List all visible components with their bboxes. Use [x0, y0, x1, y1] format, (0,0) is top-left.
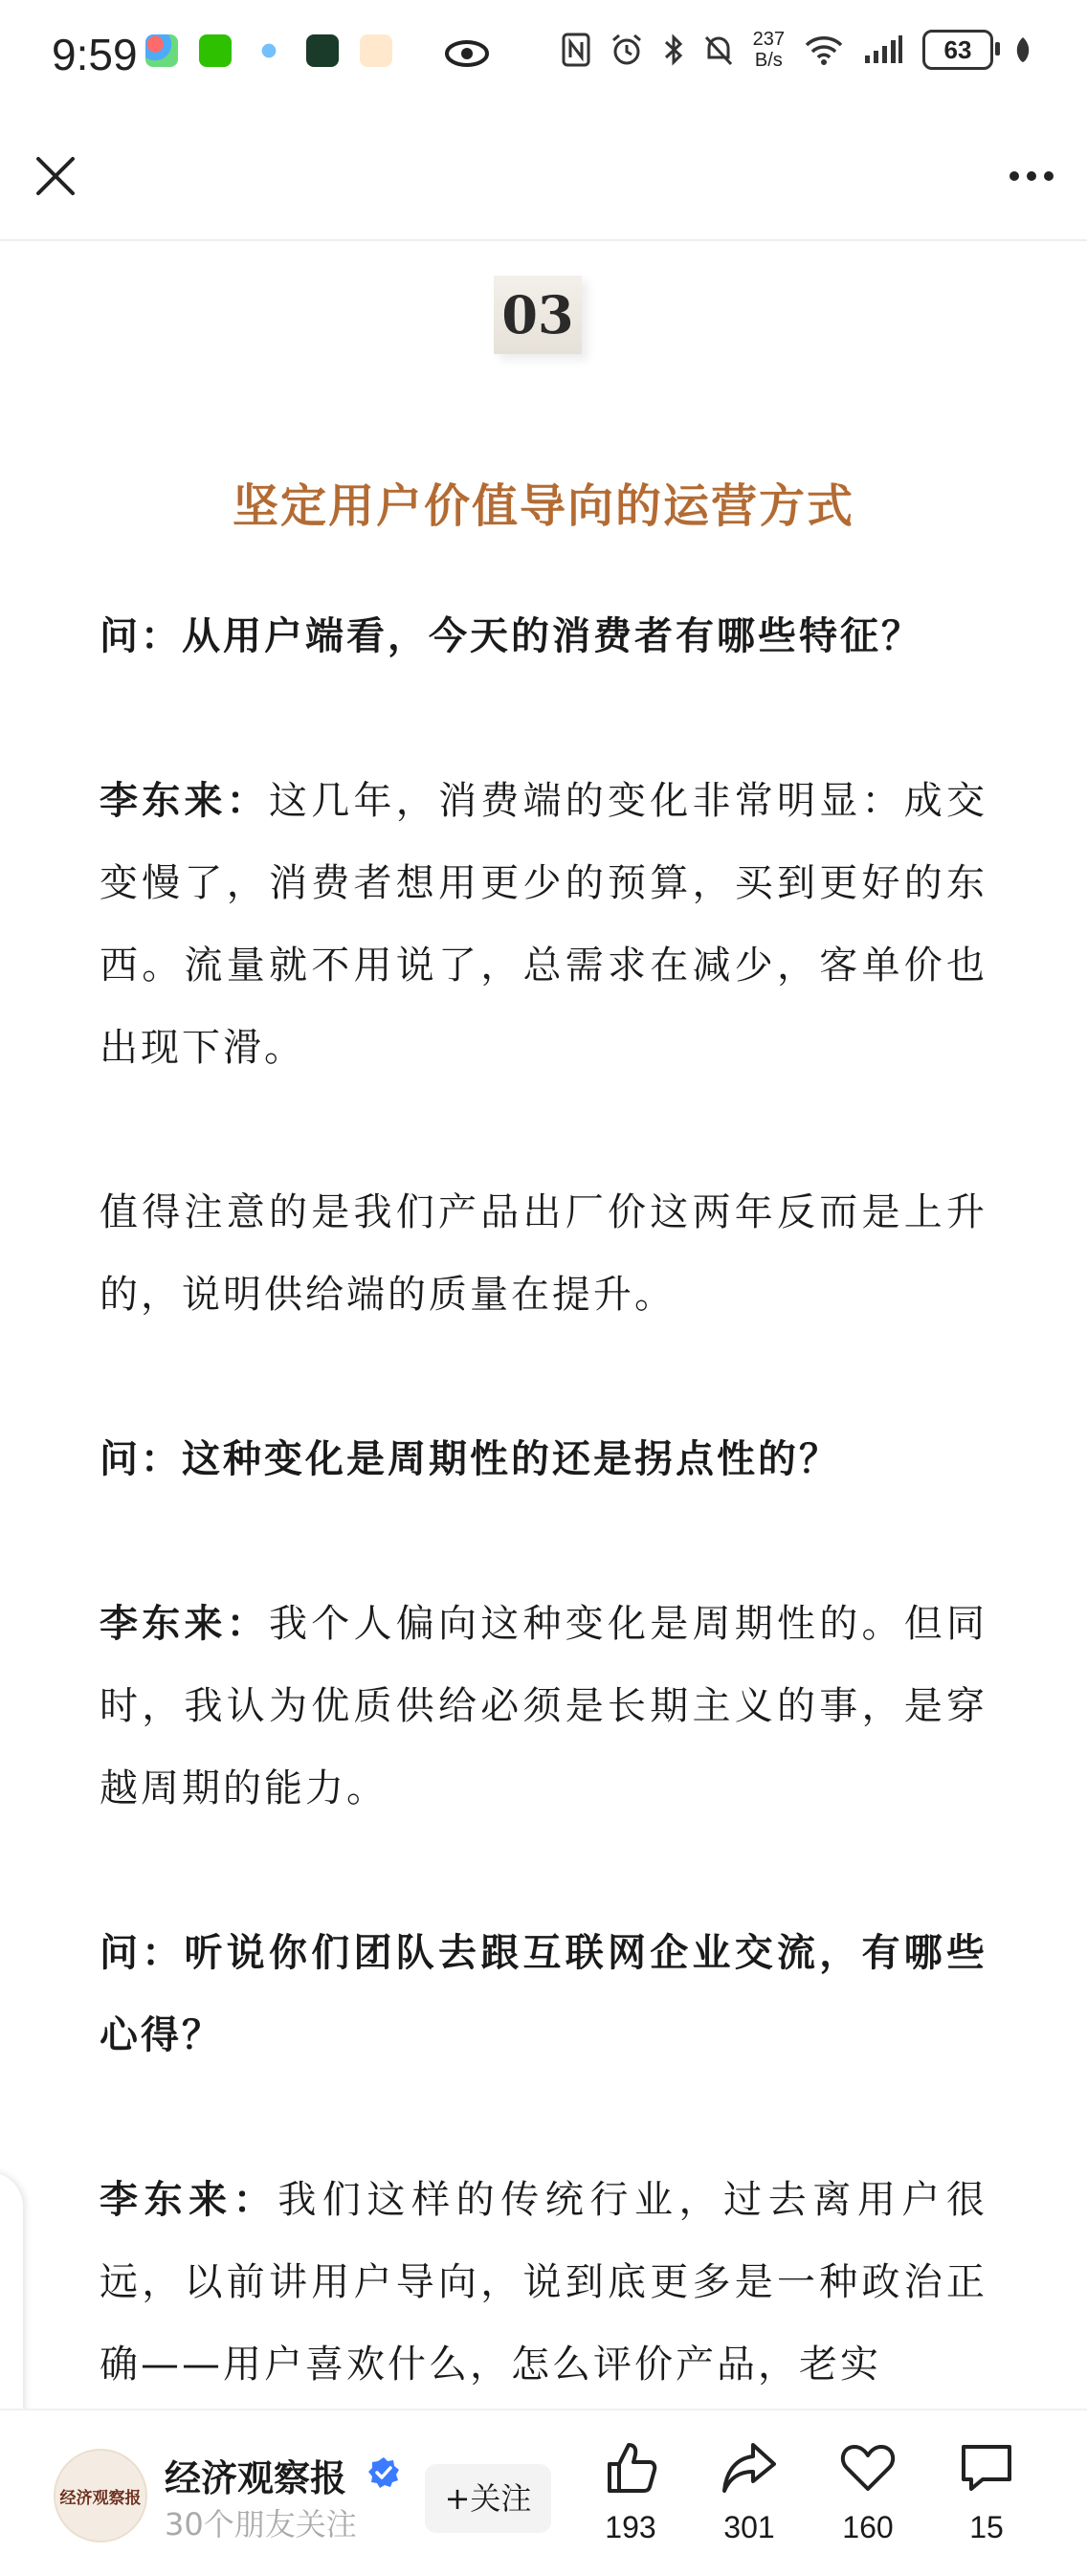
speaker-label: 李东来：	[100, 1602, 269, 1646]
avatar-logo-text: 经济观察报	[59, 2488, 142, 2508]
app-notification-icon	[253, 34, 285, 67]
alarm-icon	[610, 33, 644, 67]
eye-icon	[444, 38, 490, 69]
paragraph-text: 问：从用户端看，今天的消费者有哪些特征？	[100, 614, 922, 658]
friends-following-count: 30个朋友关注	[165, 2506, 357, 2543]
close-button[interactable]	[27, 147, 84, 205]
leaf-icon	[1012, 35, 1033, 64]
speaker-label: 李东来：	[100, 779, 269, 823]
close-icon	[27, 147, 84, 205]
like-button[interactable]	[578, 2439, 683, 2545]
share-button[interactable]	[697, 2439, 802, 2545]
answer-paragraph	[100, 760, 987, 1089]
heart-icon	[839, 2439, 897, 2497]
favorite-count: 160	[842, 2510, 894, 2544]
paragraph-text: 问：听说你们团队去跟互联网企业交流，有哪些心得？	[100, 1931, 987, 2057]
answer-paragraph	[100, 1583, 987, 1830]
bottom-action-bar	[0, 2409, 1087, 2576]
like-count: 193	[605, 2510, 656, 2544]
question-paragraph	[100, 1912, 987, 2076]
nfc-icon	[562, 33, 590, 67]
more-options-button[interactable]	[1003, 147, 1060, 205]
comment-bubble-icon	[958, 2439, 1015, 2497]
answer-paragraph	[100, 2159, 987, 2406]
follow-button[interactable]: +关注	[425, 2464, 551, 2533]
net-speed	[753, 29, 785, 71]
share-count: 301	[723, 2510, 775, 2544]
favorite-button[interactable]	[815, 2439, 921, 2545]
paragraph-text: 这几年，消费端的变化非常明显：成交变慢了，消费者想用更少的预算，买到更好的东西。流量就不用说了，总需求在减少，客单价也出现下滑。	[100, 779, 987, 1070]
more-dots-icon	[1003, 147, 1060, 205]
bluetooth-icon	[663, 33, 684, 67]
app-notification-icon	[360, 34, 392, 67]
wechat-icon	[199, 34, 232, 67]
paragraph-text: 值得注意的是我们产品出厂价这两年反而是上升的，说明供给端的质量在提升。	[100, 1190, 987, 1317]
mute-bell-icon	[703, 33, 734, 67]
app-notification-icon	[145, 34, 178, 67]
system-icons	[562, 29, 1033, 71]
thumbs-up-icon	[602, 2439, 659, 2497]
publisher-name[interactable]: 经济观察报	[165, 2457, 347, 2499]
paragraph-text: 我个人偏向这种变化是周期性的。但同时，我认为优质供给必须是长期主义的事，是穿越周期的能力。	[100, 1602, 987, 1810]
signal-icon	[863, 34, 903, 65]
comment-button[interactable]	[934, 2439, 1039, 2545]
app-notification-icon	[306, 34, 339, 67]
status-time: 9:59	[52, 30, 138, 79]
publisher-avatar[interactable]	[54, 2449, 147, 2543]
paragraph-text: 我们这样的传统行业，过去离用户很远，以前讲用户导向，说到底更多是一种政治正确——用户喜欢什么，怎么评价产品，老实	[100, 2178, 988, 2387]
speaker-label: 李东来：	[100, 2178, 278, 2222]
status-bar	[0, 0, 1087, 113]
notification-icons	[145, 34, 392, 67]
article-body	[0, 241, 1087, 2409]
question-paragraph	[100, 595, 987, 677]
battery-level: 63	[922, 30, 993, 70]
section-title: 坚定用户价值导向的运营方式	[232, 479, 854, 533]
question-paragraph	[100, 1418, 987, 1500]
section-number: 03	[494, 276, 582, 354]
wifi-icon	[804, 33, 844, 66]
paragraph-list	[100, 595, 987, 2409]
answer-paragraph	[100, 1171, 987, 1336]
net-speed-value: 237	[752, 29, 785, 50]
top-nav	[0, 113, 1087, 241]
comment-count: 15	[969, 2510, 1004, 2544]
net-speed-unit: B/s	[754, 50, 783, 71]
paragraph-text: 问：这种变化是周期性的还是拐点性的？	[100, 1437, 840, 1481]
verified-badge-icon	[367, 2456, 400, 2489]
share-arrow-icon	[721, 2439, 778, 2497]
